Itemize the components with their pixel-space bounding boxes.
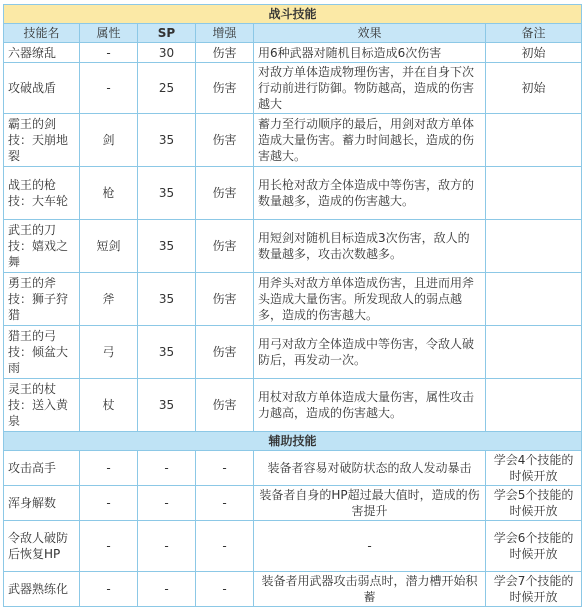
skill-sp: 35 — [138, 114, 196, 167]
skill-sp: - — [138, 572, 196, 607]
skill-effect: 用杖对敌方单体造成大量伤害，属性攻击力越高，造成的伤害越大。 — [254, 379, 486, 432]
skill-note — [486, 379, 582, 432]
skill-boost: - — [196, 572, 254, 607]
skill-name: 武王的刀技：嬉戏之舞 — [4, 220, 80, 273]
skill-boost: 伤害 — [196, 220, 254, 273]
table-row — [4, 521, 582, 572]
skill-name: 武器熟练化 — [4, 572, 80, 607]
table-row — [4, 326, 582, 379]
skill-boost: 伤害 — [196, 379, 254, 432]
column-header-effect: 效果 — [254, 24, 486, 43]
skill-name: 攻破战盾 — [4, 63, 80, 114]
skills-table — [3, 4, 582, 607]
skill-name: 灵王的杖技：送入黄泉 — [4, 379, 80, 432]
skill-attr: - — [80, 451, 138, 486]
skill-name: 战王的枪技：大车轮 — [4, 167, 80, 220]
skill-name: 猎王的弓技：倾盆大雨 — [4, 326, 80, 379]
table-row — [4, 43, 582, 63]
section-header-battle — [4, 5, 582, 24]
skill-boost: 伤害 — [196, 43, 254, 63]
skill-effect: 用长枪对敌方全体造成中等伤害，敌方的数量越多，造成的伤害越大。 — [254, 167, 486, 220]
section-title: 战斗技能 — [4, 5, 582, 24]
skill-attr: - — [80, 521, 138, 572]
skill-sp: 35 — [138, 167, 196, 220]
skill-effect: 装备者容易对破防状态的敌人发动暴击 — [254, 451, 486, 486]
skill-attr: 枪 — [80, 167, 138, 220]
skill-effect: - — [254, 521, 486, 572]
skill-name: 六器缭乱 — [4, 43, 80, 63]
skill-sp: 35 — [138, 326, 196, 379]
table-row — [4, 379, 582, 432]
table-row — [4, 273, 582, 326]
skill-attr: 弓 — [80, 326, 138, 379]
table-row — [4, 114, 582, 167]
skill-note: 初始 — [486, 43, 582, 63]
skill-boost: - — [196, 486, 254, 521]
column-header-boost: 增强 — [196, 24, 254, 43]
skill-boost: 伤害 — [196, 326, 254, 379]
skill-attr: - — [80, 572, 138, 607]
skill-effect: 装备者自身的HP超过最大值时，造成的伤害提升 — [254, 486, 486, 521]
section-header-support — [4, 432, 582, 451]
skill-note — [486, 273, 582, 326]
skill-note — [486, 114, 582, 167]
skill-note: 初始 — [486, 63, 582, 114]
column-header-name: 技能名 — [4, 24, 80, 43]
skill-attr: 杖 — [80, 379, 138, 432]
skill-effect: 用短剑对随机目标造成3次伤害，敌人的数量越多，攻击次数越多。 — [254, 220, 486, 273]
table-row — [4, 572, 582, 607]
skill-boost: - — [196, 521, 254, 572]
skill-attr: 短剑 — [80, 220, 138, 273]
skill-sp: 35 — [138, 273, 196, 326]
table-row — [4, 63, 582, 114]
table-row — [4, 451, 582, 486]
skill-name: 令敌人破防后恢复HP — [4, 521, 80, 572]
skill-sp: - — [138, 486, 196, 521]
table-row — [4, 486, 582, 521]
skill-boost: 伤害 — [196, 167, 254, 220]
skill-effect: 蓄力至行动顺序的最后，用剑对敌方单体造成大量伤害。蓄力时间越长，造成的伤害越大。 — [254, 114, 486, 167]
skill-name: 霸王的剑技：天崩地裂 — [4, 114, 80, 167]
skill-sp: - — [138, 451, 196, 486]
skill-attr: - — [80, 486, 138, 521]
table-row — [4, 167, 582, 220]
skill-attr: 剑 — [80, 114, 138, 167]
skill-boost: 伤害 — [196, 114, 254, 167]
skill-note: 学会5个技能的时候开放 — [486, 486, 582, 521]
skill-note — [486, 326, 582, 379]
skill-effect: 用斧头对敌方单体造成伤害，且进而用斧头造成大量伤害。所发现敌人的弱点越多，造成的伤害越大。 — [254, 273, 486, 326]
skill-attr: - — [80, 63, 138, 114]
skill-boost: 伤害 — [196, 273, 254, 326]
column-header-sp: SP — [138, 24, 196, 43]
skill-note: 学会4个技能的时候开放 — [486, 451, 582, 486]
skill-note: 学会7个技能的时候开放 — [486, 572, 582, 607]
skill-sp: - — [138, 521, 196, 572]
skill-effect: 装备者用武器攻击弱点时，潜力槽开始积蓄 — [254, 572, 486, 607]
skill-note: 学会6个技能的时候开放 — [486, 521, 582, 572]
skill-attr: - — [80, 43, 138, 63]
skill-note — [486, 220, 582, 273]
column-header-note: 备注 — [486, 24, 582, 43]
skill-sp: 35 — [138, 379, 196, 432]
skill-name: 攻击高手 — [4, 451, 80, 486]
skill-note — [486, 167, 582, 220]
table-row — [4, 220, 582, 273]
skill-name: 勇王的斧技：狮子狩猎 — [4, 273, 80, 326]
skill-effect: 用6种武器对随机目标造成6次伤害 — [254, 43, 486, 63]
section-title: 辅助技能 — [4, 432, 582, 451]
column-header-row — [4, 24, 582, 43]
skill-effect: 用弓对敌方全体造成中等伤害，令敌人破防后，再发动一次。 — [254, 326, 486, 379]
skill-sp: 35 — [138, 220, 196, 273]
skill-attr: 斧 — [80, 273, 138, 326]
column-header-attr: 属性 — [80, 24, 138, 43]
skill-effect: 对敌方单体造成物理伤害，并在自身下次行动前进行防御。物防越高，造成的伤害越大 — [254, 63, 486, 114]
skill-name: 浑身解数 — [4, 486, 80, 521]
skill-sp: 25 — [138, 63, 196, 114]
skill-sp: 30 — [138, 43, 196, 63]
skill-boost: - — [196, 451, 254, 486]
skill-boost: 伤害 — [196, 63, 254, 114]
